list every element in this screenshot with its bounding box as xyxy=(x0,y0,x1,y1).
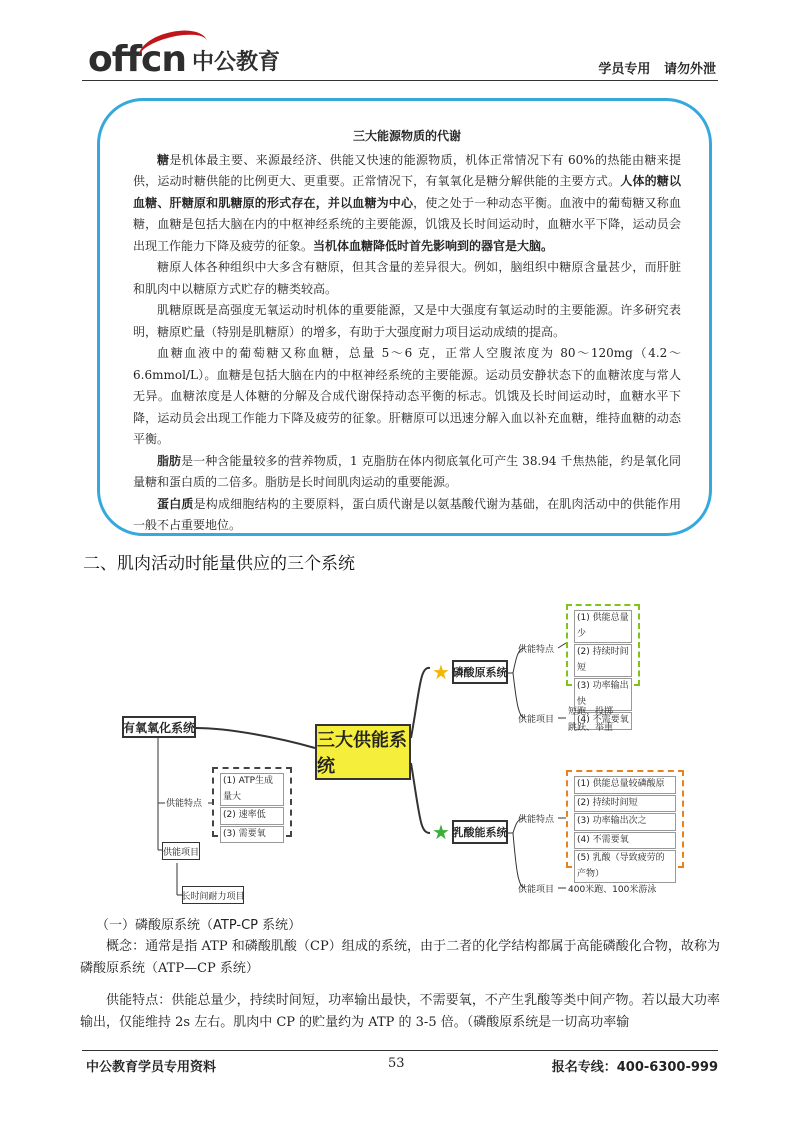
section-title: 二、肌肉活动时能量供应的三个系统 xyxy=(83,554,355,574)
text: ，使之处于一种动态平衡。血液中的葡萄糖又称血糖，血糖是包括大脑在内的中枢神经系统的主要能源，饥饿及长时间运动时，血糖水平下降，运动员会出现工作能力下降及疲劳的征象。 xyxy=(133,195,681,253)
lactic-item-label: 供能项目 xyxy=(518,885,555,895)
text: 是构成细胞结构的主要原料，蛋白质代谢是以氨基酸代谢为基础，在肌肉活动中的供能作用一般不占重要地位。 xyxy=(133,496,681,532)
phosphagen-feature-label: 供能特点 xyxy=(518,645,555,655)
aerobic-feature-label: 供能特点 xyxy=(166,799,203,809)
feature-item: (3) 需要氧 xyxy=(220,826,284,844)
footer-left: 中公教育学员专用资料 xyxy=(86,1060,217,1075)
footer-hotline: 报名专线：400-6300-999 xyxy=(551,1060,718,1075)
feature-item: (1) ATP生成量大 xyxy=(220,773,284,806)
paragraph-muscle-glycogen: 肌糖原既是高强度无氧运动时机体的重要能源，又是中大强度有氧运动时的主要能源。许多研究表明，糖原贮量（特别是肌糖原）的增多，有助于大强度耐力项目运动成绩的提高。 xyxy=(133,303,681,339)
term-protein: 蛋白质 xyxy=(157,496,194,511)
star-icon: ★ xyxy=(432,820,450,844)
footer-divider xyxy=(82,1050,718,1051)
logo-text-en: offcn xyxy=(88,39,187,80)
highlight-text: 人体的糖以血糖、肝糖原和肌糖原的形式存在，并以血糖为中心 xyxy=(133,174,681,210)
paragraph-sugar xyxy=(133,150,681,258)
feature-item: (3) 功率输出次之 xyxy=(574,813,676,831)
concept-text: 概念：通常是指 ATP 和磷酸肌酸（CP）组成的系统，由于二者的化学结构都属于高能磷酸化合物，故称为磷酸原系统（ATP—CP 系统） xyxy=(80,939,720,976)
feature-item: (2) 持续时间短 xyxy=(574,644,632,677)
header-divider xyxy=(82,80,718,81)
lactic-features xyxy=(566,770,684,879)
feature-paragraph xyxy=(80,990,720,1034)
star-icon: ★ xyxy=(432,660,450,684)
logo xyxy=(88,38,280,78)
feature-text: 供能特点：供能总量少，持续时间短，功率输出最快，不需要氧，不产生乳酸等类中间产物。若以最大功率输出，仅能维持 2s 左右。肌肉中 CP 的贮量约为 ATP 的 3-5 倍。（磷酸原系统是一切高功率输 xyxy=(80,993,720,1030)
phosphagen-items-2: 跳跃、举重 xyxy=(568,723,614,733)
term-sugar: 糖 xyxy=(157,152,170,167)
aerobic-features xyxy=(212,767,292,837)
feature-item: (2) 持续时间短 xyxy=(574,795,676,813)
feature-item: (1) 供能总量少 xyxy=(574,610,632,643)
feature-item: (3) 功率输出快 xyxy=(574,678,632,711)
feature-item: (2) 速率低 xyxy=(220,807,284,825)
text: 是机体最主要、来源最经济、供能又快速的能源物质，机体正常情况下有 60%的热能由糖来提供，运动时糖供能的比例更大、更重要。正常情况下，有氧氧化是糖分解供能的主要方式。 xyxy=(133,152,681,188)
subsection-title: （一）磷酸原系统（ATP-CP 系统） xyxy=(96,918,302,933)
header-notice: 学员专用 请勿外泄 xyxy=(598,62,716,77)
lactic-feature-label: 供能特点 xyxy=(518,815,555,825)
phosphagen-item-label: 供能项目 xyxy=(518,715,555,725)
term-fat: 脂肪 xyxy=(157,453,182,468)
aerobic-item-label: 供能项目 xyxy=(162,842,200,860)
concept-paragraph xyxy=(80,936,720,980)
mind-map xyxy=(100,588,700,908)
paragraph-glycogen: 糖原人体各种组织中大多含有糖原，但其含量的差异很大。例如，脑组织中糖原含量甚少，而肝脏和肌肉中以糖原方式贮存的糖类较高。 xyxy=(133,260,681,296)
center-node: 三大供能系统 xyxy=(315,724,411,780)
feature-item: (4) 不需要氧 xyxy=(574,832,676,850)
phosphagen-items-1: 短跑、投掷 xyxy=(568,707,614,717)
highlight-text: 当机体血糖降低时首先影响到的器官是大脑。 xyxy=(313,238,554,253)
info-box xyxy=(133,126,681,537)
text: 是一种含能量较多的营养物质，1 克脂肪在体内彻底氧化可产生 38.94 千焦热能，约是氧化同量糖和蛋白质的二倍多。脂肪是长时间肌肉运动的重要能源。 xyxy=(133,453,681,489)
info-box-title: 三大能源物质的代谢 xyxy=(352,129,461,143)
node-aerobic: 有氧氧化系统 xyxy=(122,716,196,738)
node-phosphagen: 磷酸原系统 xyxy=(452,660,508,684)
feature-item: (1) 供能总量较磷酸原 xyxy=(574,776,676,794)
feature-item: (4) 不需要氧 xyxy=(574,712,632,730)
feature-item: (5) 乳酸（导致疲劳的产物） xyxy=(574,850,676,883)
page-number: 53 xyxy=(388,1056,405,1071)
aerobic-items: 长时间耐力项目 xyxy=(182,886,244,904)
node-lactic: 乳酸能系统 xyxy=(452,820,508,844)
paragraph-fat xyxy=(133,451,681,494)
lactic-items: 400米跑、100米游泳 xyxy=(568,885,657,895)
logo-text-cn: 中公教育 xyxy=(192,50,281,75)
paragraph-protein xyxy=(133,494,681,537)
paragraph-blood-sugar: 血糖血液中的葡萄糖又称血糖，总量 5～6 克，正常人空腹浓度为 80～120mg（4.2～6.6mmol/L）。血糖是包括大脑在内的中枢神经系统的主要能源。运动员安静状态下的血糖浓度与常人无异。血糖浓度是人体糖的分解及合成代谢保持动态平衡的标志。饥饿及长时间运动时，血糖水平下降，运动员会出现工作能力下降及疲劳的征象。肝糖原可以迅速分解入血以补充血糖，维持血糖的动态平衡。 xyxy=(133,346,681,446)
